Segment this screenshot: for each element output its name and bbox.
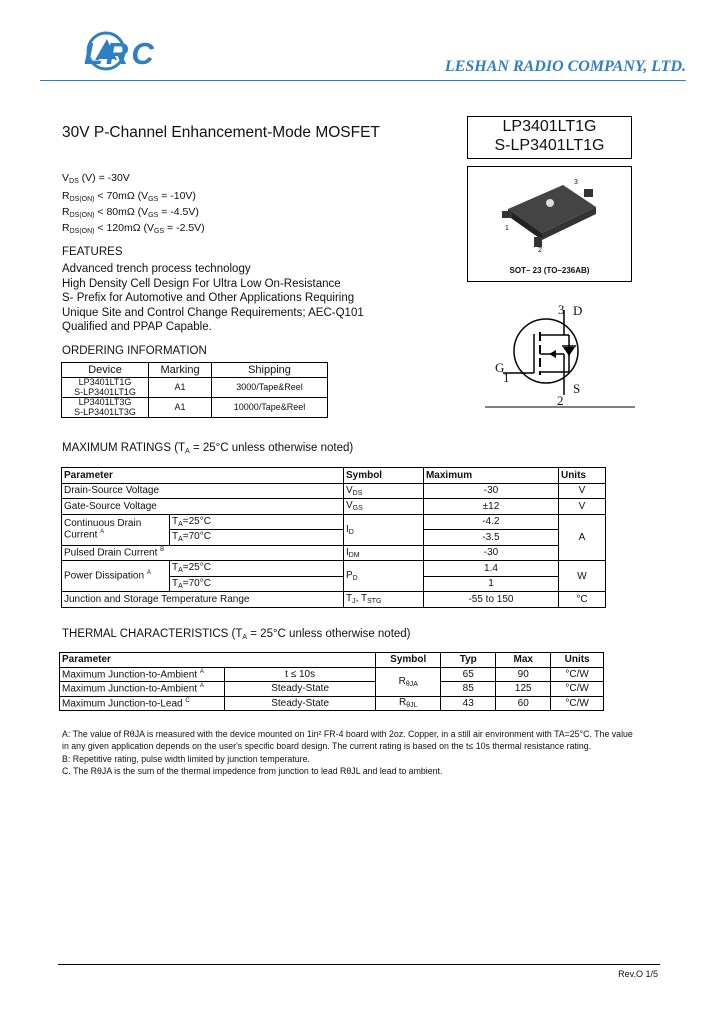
shipping-cell: 10000/Tape&Reel <box>212 398 328 418</box>
device-cell: LP3401LT3G S-LP3401LT3G <box>62 398 149 418</box>
footnote: C. The RθJA is the sum of the thermal impedence from junction to lead RθJL and lead to ambient. <box>62 765 443 776</box>
footer-rule <box>58 964 660 965</box>
feature-item: Advanced trench process technology <box>62 263 251 275</box>
ordering-heading: ORDERING INFORMATION <box>62 345 207 357</box>
table-row: $T_A=70^\circ C$ -3.5 <box>62 530 606 546</box>
spec-line: $V_{DS}$ (V) = -30V <box>62 172 130 185</box>
table-row <box>62 468 606 484</box>
spec-line: $R_{DS(ON)} < 80m\Omega$ $(V_{GS} = -4.5V)$ <box>62 206 199 219</box>
table-row <box>62 378 328 398</box>
table-row: Pulsed Drain Current $^B$ $I_{DM}$ -30 <box>62 545 606 561</box>
pin-1-label: 1 <box>503 370 510 385</box>
col-header: Units <box>551 653 604 668</box>
footnotes <box>62 728 642 777</box>
marking-cell: A1 <box>149 378 212 398</box>
col-header: Device <box>62 363 149 378</box>
pin-2-label: 2 <box>538 247 542 254</box>
thermal-table <box>59 652 604 711</box>
part-number: S-LP3401LT1G <box>494 137 605 154</box>
col-header: Parameter <box>60 653 376 668</box>
features-list <box>62 262 364 335</box>
thermal-heading: THERMAL CHARACTERISTICS ($T_A = 25^\circ C$ unless otherwise noted) <box>62 628 411 641</box>
col-header: Symbol <box>343 468 423 484</box>
device-cell: LP3401LT1G S-LP3401LT1G <box>62 378 149 398</box>
col-header: Symbol <box>376 653 441 668</box>
sot23-package-icon <box>468 167 631 262</box>
footnote: B: Repetitive rating, pulse width limited by junction temperature. <box>62 753 310 764</box>
col-header: Units <box>558 468 605 484</box>
col-header: Parameter <box>62 468 344 484</box>
pin-1-label: 1 <box>505 225 509 232</box>
package-box <box>467 166 632 282</box>
col-header: Maximum <box>423 468 558 484</box>
part-number-box <box>467 116 632 159</box>
header-rule <box>40 80 686 81</box>
page-title: 30V P-Channel Enhancement-Mode MOSFET <box>62 124 380 141</box>
features-heading: FEATURES <box>62 246 123 258</box>
spec-line: $R_{DS(ON)} < 120m\Omega$ $(V_{GS} = -2.5V)$ <box>62 222 205 235</box>
feature-item: High Density Cell Design For Ultra Low On-Resistance <box>62 277 341 290</box>
table-row: Maximum Junction-to-Ambient $^A$ t ≤ 10s $R_{\theta JA}$ 65 90 °C/W <box>60 667 604 682</box>
table-row <box>62 398 328 418</box>
max-ratings-table <box>61 467 606 608</box>
feature-item: Qualified and PPAP Capable. <box>62 321 212 334</box>
col-header: Marking <box>149 363 212 378</box>
marking-cell: A1 <box>149 398 212 418</box>
table-row: Power Dissipation $^A$ $T_A=25^\circ C$ $P_D$ 1.4 W <box>62 561 606 577</box>
revision-label: Rev.O 1/5 <box>618 969 658 979</box>
table-row <box>62 363 328 378</box>
feature-item: Unique Site and Control Change Requirements; AEC-Q101 <box>62 306 364 319</box>
pin-3-label: 3 <box>558 302 565 317</box>
table-row <box>60 653 604 668</box>
logo-text: LRC <box>84 36 157 71</box>
col-header: Max <box>496 653 551 668</box>
drain-label: D <box>573 303 583 318</box>
pin-3-label: 3 <box>574 179 578 186</box>
table-row: Continuous Drain Current $^A$ $T_A=25^\circ C$ $I_D$ -4.2 A <box>62 514 606 530</box>
footnote: A: The value of RθJA is measured with the device mounted on 1in² FR-4 board with 2oz. Copper, in a still air environment with TA=25°C. The value in any given application depends on the user's specific board design. The current rating is based on the t≤ 10s thermal resistance rating. <box>62 729 633 752</box>
table-row: $T_A=70^\circ C$ 1 <box>62 576 606 592</box>
table-row: Junction and Storage Temperature Range $T_J$, $T_{STG}$ -55 to 150 °C <box>62 592 606 608</box>
table-row: Drain-Source Voltage $V_{DS}$ -30 V <box>62 483 606 499</box>
part-number: LP3401LT1G <box>502 118 597 135</box>
gate-label: G <box>495 360 505 375</box>
package-caption: SOT– 23 (TO–236AB) <box>509 266 590 275</box>
max-ratings-heading: MAXIMUM RATINGS ($T_A = 25^\circ C$ unless otherwise noted) <box>62 442 354 455</box>
feature-item: S- Prefix for Automotive and Other Applications Requiring <box>62 292 355 305</box>
ordering-table <box>61 362 328 418</box>
company-name: LESHAN RADIO COMPANY, LTD. <box>444 58 686 75</box>
table-row: Gate-Source Voltage $V_{GS}$ ±12 V <box>62 499 606 515</box>
col-header: Shipping <box>212 363 328 378</box>
shipping-cell: 3000/Tape&Reel <box>212 378 328 398</box>
table-row: Maximum Junction-to-Ambient $^A$ Steady-State 85 125 °C/W <box>60 682 604 697</box>
source-label: S <box>573 381 581 396</box>
pin-2-label: 2 <box>557 393 564 408</box>
spec-line: $R_{DS(ON)} < 70m\Omega$ $(V_{GS} = -10V)$ <box>62 190 196 203</box>
col-header: Typ <box>441 653 496 668</box>
mosfet-schematic-icon <box>485 300 645 412</box>
table-row: Maximum Junction-to-Lead $^C$ Steady-State $R_{\theta JL}$ 43 60 °C/W <box>60 696 604 711</box>
